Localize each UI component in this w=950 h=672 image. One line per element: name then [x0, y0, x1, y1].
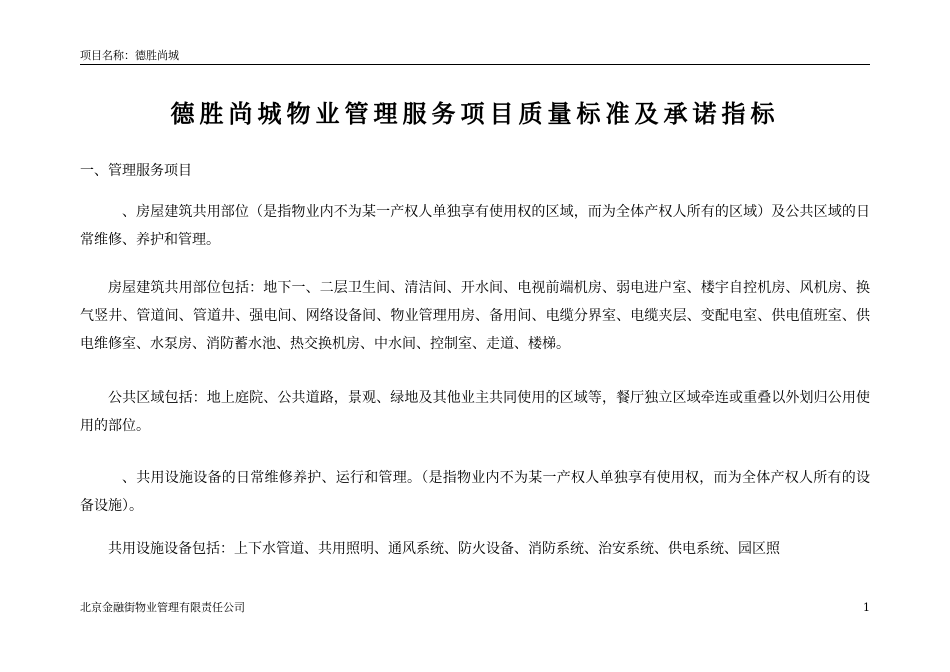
- header-divider: [80, 64, 870, 65]
- paragraph-common-areas: 、房屋建筑共用部位（是指物业内不为某一产权人单独享有使用权的区域，而为全体产权人所有的区域）及公共区域的日常维修、养护和管理。: [80, 204, 870, 248]
- paragraph-shared-facilities: 、共用设施设备的日常维修养护、运行和管理。（是指物业内不为某一产权人单独享有使用权，而为全体产权人所有的设备设施）。: [80, 470, 870, 514]
- paragraph-public-areas-list: 公共区域包括：地上庭院、公共道路，景观、绿地及其他业主共同使用的区域等，餐厅独立区域牵连或重叠以外划归公用使用的部位。: [80, 390, 870, 434]
- section-heading: 一、管理服务项目: [80, 163, 192, 179]
- document-title: 德胜尚城物业管理服务项目质量标准及承诺指标: [170, 100, 780, 128]
- page-footer-company: 北京金融街物业管理有限责任公司: [80, 601, 245, 614]
- page-header-project-name: 项目名称：德胜尚城: [80, 49, 179, 62]
- paragraph-shared-facilities-list: 共用设施设备包括：上下水管道、共用照明、通风系统、防火设备、消防系统、治安系统、供电系统、园区照: [108, 541, 780, 557]
- page-number: 1: [863, 601, 870, 614]
- paragraph-building-parts-list: 房屋建筑共用部位包括：地下一、二层卫生间、清洁间、开水间、电视前端机房、弱电进户室、楼宇自控机房、风机房、换气竖井、管道间、管道井、强电间、网络设备间、物业管理用房、备用间、电缆分界室、电缆夹层、变配电室、供电值班室、供电维修室、水泵房、消防蓄水池、热交换机房、中水间、控制室、走道、楼梯。: [80, 280, 870, 352]
